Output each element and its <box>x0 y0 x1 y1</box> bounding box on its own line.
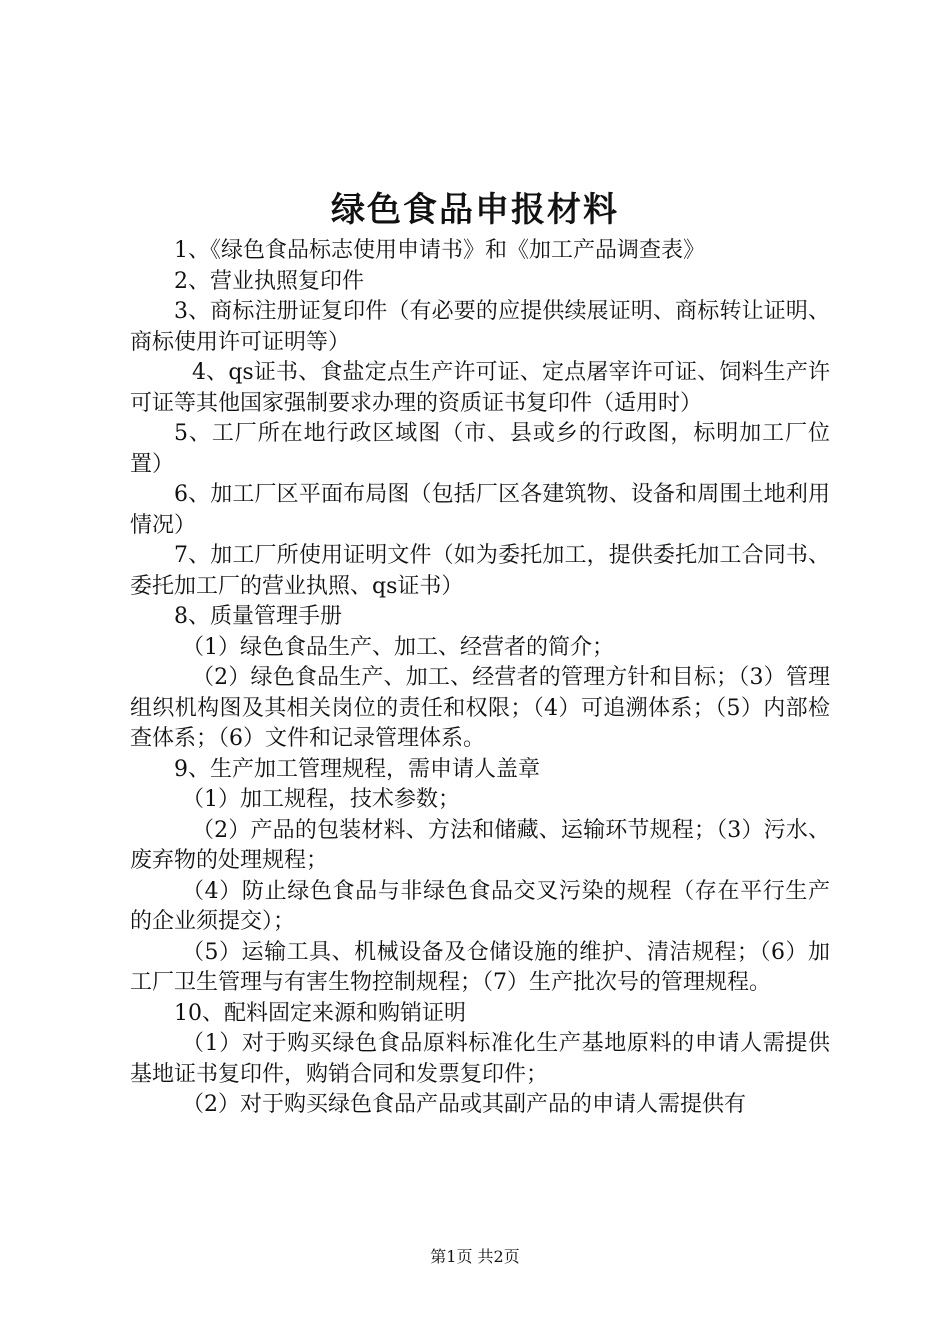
item-4: 4、qs证书、食盐定点生产许可证、定点屠宰许可证、饲料生产许可证等其他国家强制要求办理的资质证书复印件（适用时） <box>130 360 830 416</box>
page-footer: 第1页 共2页 <box>430 1247 520 1266</box>
item-9-4: （4）防止绿色食品与非绿色食品交叉污染的规程（存在平行生产的企业须提交）； <box>130 878 830 934</box>
item-8-2: （2）绿色食品生产、加工、经营者的管理方针和目标；（3）管理组织机构图及其相关岗位的责任和权限；（4）可追溯体系；（5）内部检查体系；（6）文件和记录管理体系。 <box>130 665 830 751</box>
item-9-5: （5）运输工具、机械设备及仓储设施的维护、清洁规程；（6）加工厂卫生管理与有害生物控制规程；（7）生产批次号的管理规程。 <box>130 939 830 995</box>
item-6: 6、加工厂区平面布局图（包括厂区各建筑物、设备和周围土地利用情况） <box>130 482 830 538</box>
item-10-2: （2）对于购买绿色食品产品或其副产品的申请人需提供有 <box>182 1092 746 1117</box>
item-9-2: （2）产品的包装材料、方法和储藏、运输环节规程；（3）污水、废弃物的处理规程； <box>130 817 830 873</box>
item-10: 10、配料固定来源和购销证明 <box>174 1000 466 1026</box>
document-title: 绿色食品申报材料 <box>331 190 619 230</box>
item-2: 2、营业执照复印件 <box>174 268 364 294</box>
item-5: 5、工厂所在地行政区域图（市、县或乡的行政图，标明加工厂位置） <box>130 421 830 477</box>
document-body <box>130 236 830 1121</box>
item-10-1: （1）对于购买绿色食品原料标准化生产基地原料的申请人需提供基地证书复印件，购销合同和发票复印件； <box>130 1031 830 1087</box>
item-9: 9、生产加工管理规程，需申请人盖章 <box>174 756 540 782</box>
item-1: 1、《绿色食品标志使用申请书》和《加工产品调查表》 <box>174 238 705 263</box>
item-3: 3、商标注册证复印件（有必要的应提供续展证明、商标转让证明、商标使用许可证明等） <box>130 299 830 355</box>
item-9-1: （1）加工规程，技术参数； <box>182 787 460 812</box>
item-7: 7、加工厂所使用证明文件（如为委托加工，提供委托加工合同书、委托加工厂的营业执照、qs证书） <box>130 543 830 599</box>
item-8-1: （1）绿色食品生产、加工、经营者的简介； <box>182 634 614 660</box>
item-8: 8、质量管理手册 <box>174 604 342 629</box>
